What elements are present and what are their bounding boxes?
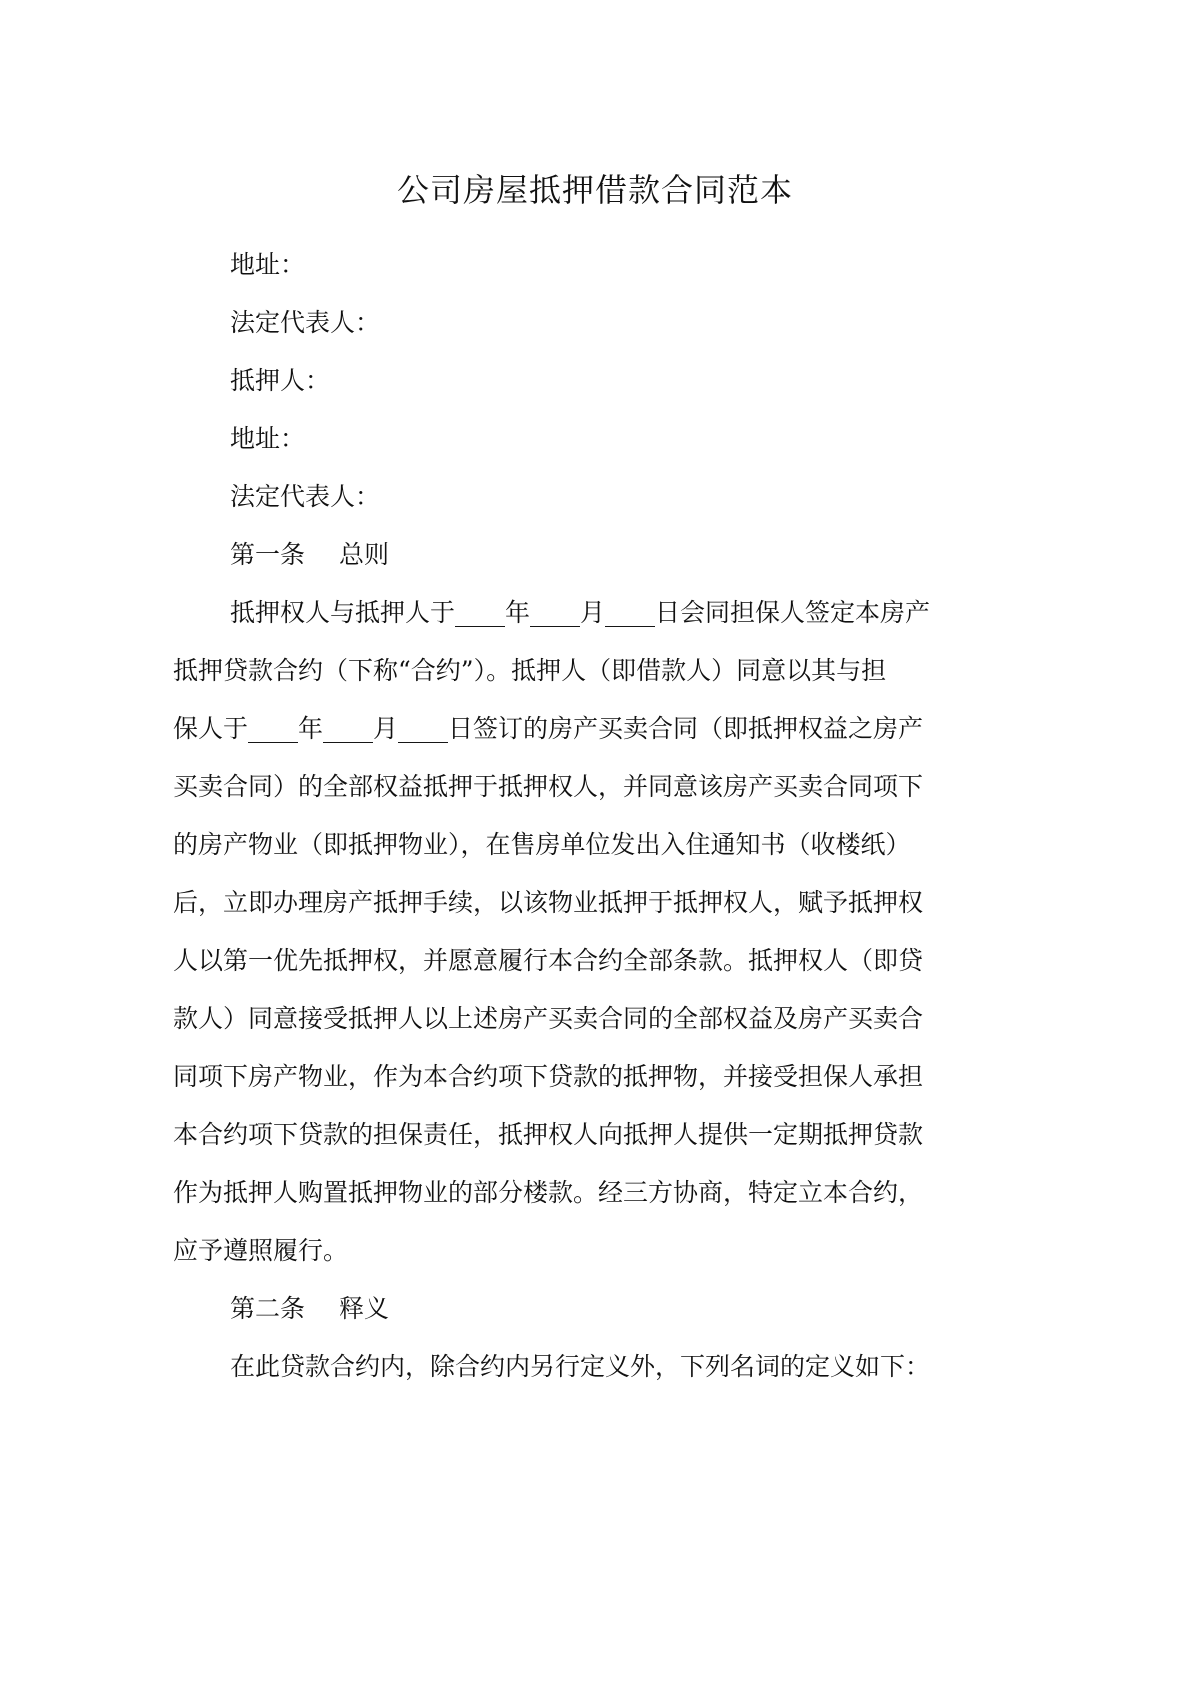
- article-1-number: 第一条: [230, 540, 306, 569]
- article-2-number: 第二条: [230, 1294, 306, 1323]
- document-title: 公司房屋抵押借款合同范本: [396, 171, 793, 209]
- article-1-line: 人以第一优先抵押权，并愿意履行本合约全部条款。抵押权人（即贷: [173, 946, 924, 975]
- article-1-line: 本合约项下贷款的担保责任，抵押权人向抵押人提供一定期抵押贷款: [173, 1120, 924, 1149]
- party-legal-rep-2: 法定代表人：: [230, 482, 381, 511]
- article-1-line: 款人）同意接受抵押人以上述房产买卖合同的全部权益及房产买卖合: [173, 1004, 924, 1033]
- article-1-line: 后，立即办理房产抵押手续，以该物业抵押于抵押权人，赋予抵押权: [173, 888, 924, 917]
- article-1-line: 作为抵押人购置抵押物业的部分楼款。经三方协商，特定立本合约，: [173, 1178, 924, 1207]
- article-1-line: 买卖合同）的全部权益抵押于抵押权人，并同意该房产买卖合同项下: [173, 772, 924, 801]
- party-legal-rep-1: 法定代表人：: [230, 308, 381, 337]
- article-2-intro: 在此贷款合约内，除合约内另行定义外，下列名词的定义如下：: [230, 1352, 931, 1381]
- article-1-heading: [230, 539, 389, 571]
- article-1-line: 抵押权人与抵押人于____年____月____日会同担保人签定本房产: [230, 598, 931, 627]
- article-2-heading: [230, 1293, 389, 1325]
- article-1-line: 应予遵照履行。: [173, 1236, 349, 1265]
- party-address-2: 地址：: [230, 424, 306, 453]
- article-1-title: 总则: [339, 540, 390, 569]
- party-address-1: 地址：: [230, 250, 306, 279]
- article-1-line: 保人于____年____月____日签订的房产买卖合同（即抵押权益之房产: [173, 714, 924, 743]
- article-2-title: 释义: [339, 1294, 390, 1323]
- article-1-line: 抵押贷款合约（下称“合约”）。抵押人（即借款人）同意以其与担: [173, 656, 887, 685]
- article-1-line: 的房产物业（即抵押物业），在售房单位发出入住通知书（收楼纸）: [173, 830, 911, 859]
- article-1-line: 同项下房产物业，作为本合约项下贷款的抵押物，并接受担保人承担: [173, 1062, 924, 1091]
- party-mortgagor: 抵押人：: [230, 366, 331, 395]
